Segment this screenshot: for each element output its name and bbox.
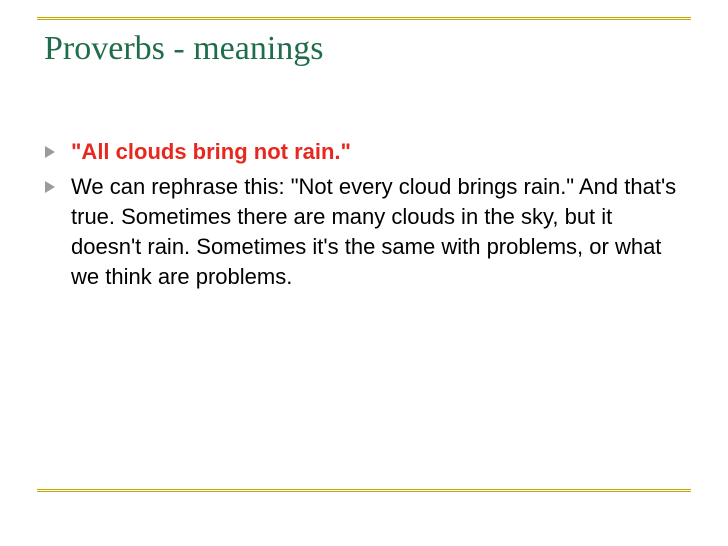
top-divider [37,17,691,20]
bullet-text-explanation: We can rephrase this: "Not every cloud brings rain." And that's true. Sometimes there are many clouds in the sky, but it doesn't rain. Sometimes it's the same with problems, or what we think are problems. [71,174,677,289]
bullet-list [44,137,684,297]
triangle-bullet-icon [45,146,55,158]
triangle-bullet-icon [45,181,55,193]
bottom-divider [37,489,691,492]
bullet-item-proverb [44,137,684,167]
bullet-item-explanation [44,172,684,292]
slide-title: Proverbs - meanings [44,30,324,67]
bullet-text-proverb: "All clouds bring not rain." [71,139,351,164]
